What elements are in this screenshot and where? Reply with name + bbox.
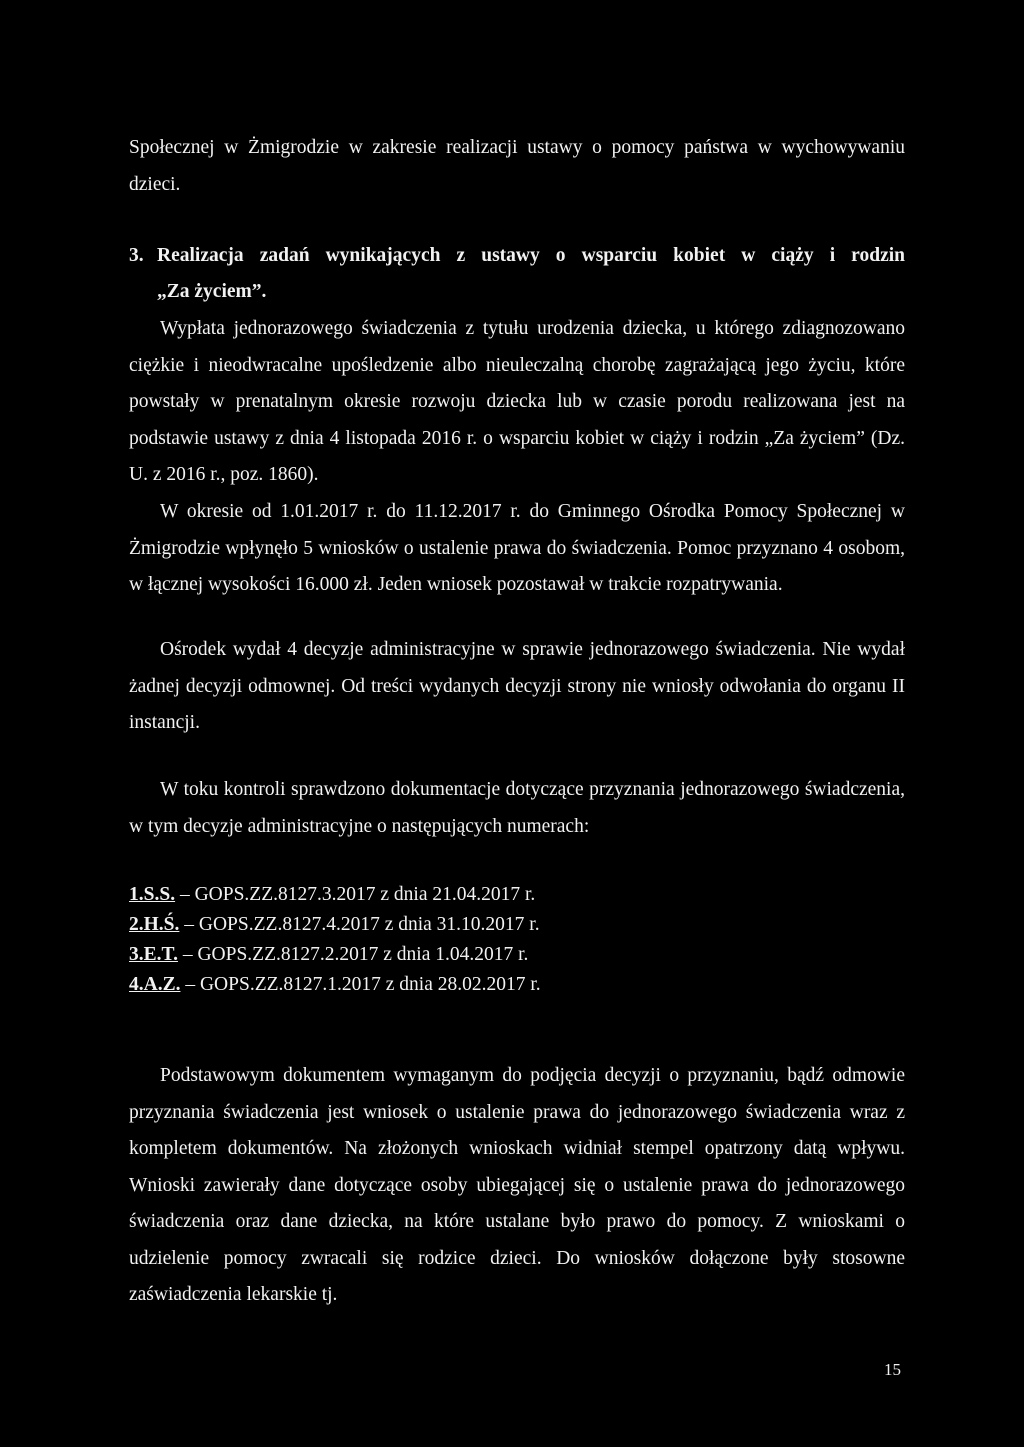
section-title-line1: Realizacja zadań wynikających z ustawy o wsparciu kobiet w ciąży i rodzin — [157, 245, 905, 266]
decision-item — [129, 940, 541, 970]
decision-item — [129, 910, 541, 940]
decision-list — [129, 880, 541, 1000]
decision-id: 4.A.Z. — [129, 974, 181, 995]
paragraph-closing: Podstawowym dokumentem wymaganym do podjęcia decyzji o przyznaniu, bądź odmowie przyznania świadczenia jest wniosek o ustalenie prawa do jednorazowego świadczenia wraz z kompletem dokumentów. Na złożonych wnioskach widniał stempel opatrzony datą wpływu. Wnioski zawierały dane dotyczące osoby ubiegającej się o ustalenie prawa do jednorazowego świadczenia oraz dane dziecka, na które ustalane było prawo do pomocy. Z wnioskami o udzielenie pomocy zwracali się rodzice dzieci. Do wniosków dołączone były stosowne zaświadczenia lekarskie tj. — [129, 1065, 905, 1305]
decision-item — [129, 970, 541, 1000]
decision-text: – GOPS.ZZ.8127.3.2017 z dnia 21.04.2017 r. — [175, 884, 536, 905]
decision-id: 2.H.Ś. — [129, 914, 180, 935]
decision-text: – GOPS.ZZ.8127.2.2017 z dnia 1.04.2017 r. — [177, 944, 529, 965]
paragraph-decisions: Ośrodek wydał 4 decyzje administracyjne w sprawie jednorazowego świadczenia. Nie wydał żadnej decyzji odmownej. Od treści wydanych decyzji strony nie wniosły odwołania do organu II instancji. — [129, 639, 905, 733]
decision-item — [129, 880, 541, 910]
paragraph-applications: W okresie od 1.01.2017 r. do 11.12.2017 r. do Gminnego Ośrodka Pomocy Społecznej w Żmigrodzie wpłynęło 5 wniosków o ustalenie prawa do świadczenia. Pomoc przyznano 4 osobom, w łącznej wysokości 16.000 zł. Jeden wniosek pozostawał w trakcie rozpatrywania. — [129, 501, 905, 595]
section-heading — [129, 238, 905, 275]
section-number: 3. — [129, 245, 144, 266]
intro-paragraph: Społecznej w Żmigrodzie w zakresie realizacji ustawy o pomocy państwa w wychowywaniu dzieci. — [129, 137, 905, 195]
decision-id: 3.E.T. — [129, 944, 178, 965]
decision-id: 1.S.S. — [129, 884, 176, 905]
decision-text: – GOPS.ZZ.8127.1.2017 z dnia 28.02.2017 r. — [180, 974, 541, 995]
paragraph-inspection: W toku kontroli sprawdzono dokumentacje dotyczące przyznania jednorazowego świadczenia, w tym decyzje administracyjne o następujących numerach: — [129, 779, 905, 837]
section-title-line2: „Za życiem”. — [157, 281, 267, 302]
page-number: 15 — [884, 1360, 901, 1379]
decision-text: – GOPS.ZZ.8127.4.2017 z dnia 31.10.2017 r. — [179, 914, 540, 935]
paragraph-legal-basis: Wypłata jednorazowego świadczenia z tytułu urodzenia dziecka, u którego zdiagnozowano ciężkie i nieodwracalne upośledzenie albo nieuleczalną chorobę zagrażającą jego życiu, które powstały w prenatalnym okresie rozwoju dziecka lub w czasie porodu realizowana jest na podstawie ustawy z dnia 4 listopada 2016 r. o wsparciu kobiet w ciąży i rodzin „Za życiem” (Dz. U. z 2016 r., poz. 1860). — [129, 318, 905, 485]
